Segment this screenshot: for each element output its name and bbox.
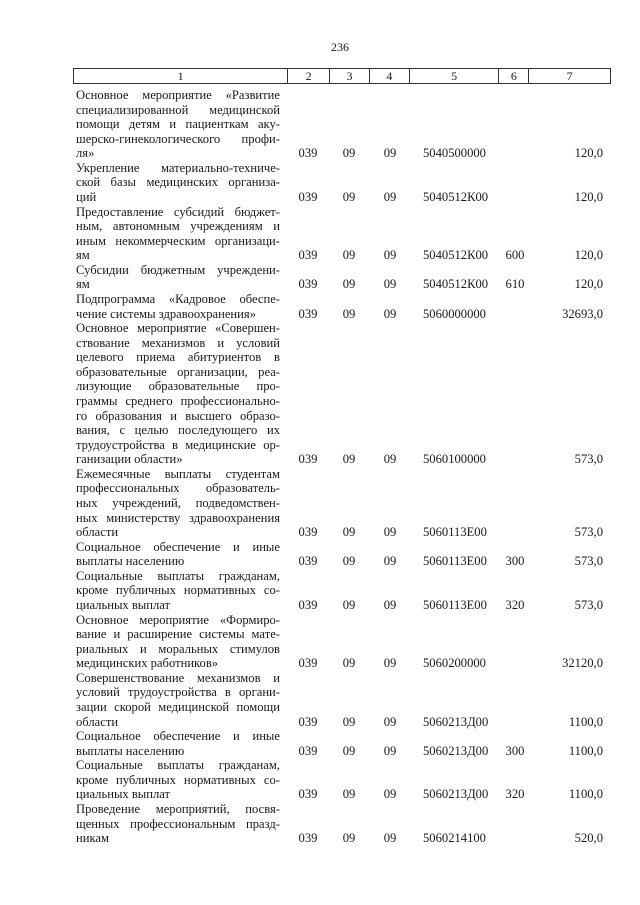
row-description-line: ствование механизмов и условий: [76, 335, 280, 350]
cell-col-5: 5040512К00: [423, 189, 489, 204]
row-description-line: зации скорой медицинской помощи: [76, 699, 280, 714]
row-description-line: никам: [76, 831, 109, 846]
cell-col-2: 039: [298, 277, 318, 292]
cell-col-4: 09: [383, 452, 397, 467]
row-description-line: Социальное обеспечение и иные: [76, 539, 280, 554]
cell-col-6: 320: [505, 787, 525, 802]
row-description-line: ных министерству здравоохранения: [76, 510, 280, 525]
page-number: 236: [331, 40, 349, 54]
header-col-6: 6: [499, 69, 529, 83]
row-description-line: щенных профессиональным празд-: [76, 816, 280, 831]
cell-col-4: 09: [383, 525, 397, 540]
header-col-5: 5: [410, 69, 500, 83]
row-description-line: выплаты населению: [76, 743, 185, 758]
cell-col-5: 5060213Д00: [423, 743, 489, 758]
row-description-line: циальных выплат: [76, 787, 171, 802]
row-description-line: Совершенствование механизмов и: [76, 670, 280, 685]
cell-col-5: 5060113Е00: [423, 525, 487, 540]
header-col-2: 2: [288, 69, 330, 83]
row-description-line: Субсидии бюджетным учреждени-: [76, 262, 280, 277]
cell-col-6: 300: [505, 554, 525, 569]
row-description-line: ям: [76, 248, 90, 263]
cell-col-4: 09: [383, 554, 397, 569]
cell-col-2: 039: [298, 597, 318, 612]
cell-col-4: 09: [383, 714, 397, 729]
cell-col-2: 039: [298, 452, 318, 467]
row-description-line: ций: [76, 189, 97, 204]
row-description-line: ской базы медицинских организа-: [76, 175, 280, 190]
cell-col-6: 320: [505, 597, 525, 612]
row-description-line: кроме публичных нормативных со-: [76, 772, 280, 787]
row-description-line: образовательные организации, реа-: [76, 364, 280, 379]
row-description-line: условий трудоустройства в органи-: [76, 685, 280, 700]
cell-col-7: 1100,0: [568, 714, 603, 729]
cell-col-3: 09: [342, 656, 356, 671]
row-description-line: Социальное обеспечение и иные: [76, 729, 280, 744]
row-description-line: Социальные выплаты гражданам,: [76, 758, 280, 773]
cell-col-7: 573,0: [574, 525, 603, 540]
header-col-3: 3: [330, 69, 370, 83]
cell-col-3: 09: [342, 597, 356, 612]
cell-col-7: 120,0: [574, 146, 603, 161]
header-col-7: 7: [566, 69, 573, 83]
cell-col-7: 520,0: [574, 831, 603, 846]
row-description-line: шерско-гинекологического профи-: [76, 131, 280, 146]
row-description-line: лизующие образовательные про-: [76, 379, 280, 394]
cell-col-3: 09: [342, 248, 356, 263]
cell-col-3: 09: [342, 277, 356, 292]
cell-col-3: 09: [342, 306, 356, 321]
cell-col-5: 5060213Д00: [423, 714, 489, 729]
row-description-line: вания, с целью последующего их: [76, 423, 280, 438]
cell-col-7: 120,0: [574, 189, 603, 204]
cell-col-2: 039: [298, 525, 318, 540]
row-description-line: помощи детям и пациенткам аку-: [76, 117, 280, 132]
cell-col-7: 573,0: [574, 452, 603, 467]
cell-col-5: 5060113Е00: [423, 597, 487, 612]
row-description-line: циальных выплат: [76, 597, 171, 612]
cell-col-2: 039: [298, 656, 318, 671]
cell-col-3: 09: [342, 554, 356, 569]
row-description-line: целевого приема абитуриентов в: [76, 350, 280, 365]
row-description-line: области: [76, 525, 119, 540]
cell-col-7: 1100,0: [568, 743, 603, 758]
row-description-line: трудоустройства в медицинские ор-: [76, 437, 280, 452]
row-description-line: граммы среднего профессионально-: [76, 393, 280, 408]
cell-col-2: 039: [298, 554, 318, 569]
cell-col-2: 039: [298, 714, 318, 729]
row-description-line: Основное мероприятие «Совершен-: [76, 321, 280, 336]
row-description-line: чение системы здравоохранения»: [76, 306, 256, 321]
row-description-line: Основное мероприятие «Развитие: [76, 88, 280, 102]
row-description-line: ным, автономным учреждениям и: [76, 219, 280, 234]
cell-col-5: 5040512К00: [423, 248, 489, 263]
cell-col-2: 039: [298, 743, 318, 758]
cell-col-6: [502, 190, 528, 205]
row-description-line: выплаты населению: [76, 554, 185, 569]
row-description-line: кроме публичных нормативных со-: [76, 583, 280, 598]
row-description-line: Укрепление материально-техниче-: [76, 160, 280, 175]
cell-col-3: 09: [342, 743, 356, 758]
cell-col-4: 09: [383, 277, 397, 292]
row-description-line: Социальные выплаты гражданам,: [76, 568, 280, 583]
cell-col-7: 32693,0: [562, 306, 603, 321]
cell-col-4: 09: [383, 743, 397, 758]
cell-col-5: 5060214100: [423, 831, 486, 846]
cell-col-7: 1100,0: [568, 787, 603, 802]
cell-col-3: 09: [342, 714, 356, 729]
row-description-line: Проведение мероприятий, посвя-: [76, 801, 280, 816]
row-description-line: специализированной медицинской: [76, 102, 280, 117]
cell-col-6: 610: [505, 277, 525, 292]
row-description-line: Подпрограмма «Кадровое обеспе-: [76, 291, 280, 306]
row-description-line: вание и расширение системы мате-: [76, 627, 280, 642]
cell-col-3: 09: [342, 189, 356, 204]
cell-col-2: 039: [298, 248, 318, 263]
cell-col-4: 09: [383, 597, 397, 612]
cell-col-5: 5060000000: [423, 306, 486, 321]
cell-col-2: 039: [298, 146, 318, 161]
row-description-line: медицинских работников»: [76, 656, 219, 671]
row-description-line: Ежемесячные выплаты студентам: [76, 466, 280, 481]
cell-col-4: 09: [383, 146, 397, 161]
cell-col-3: 09: [342, 787, 356, 802]
cell-col-6: [502, 307, 528, 322]
cell-col-6: [502, 146, 528, 161]
cell-col-5: 5040512К00: [423, 277, 489, 292]
row-description-line: Основное мероприятие «Формиро-: [76, 612, 280, 627]
cell-col-6: [502, 715, 528, 730]
cell-col-2: 039: [298, 787, 318, 802]
header-col-4: 4: [370, 69, 410, 83]
row-description-line: ных учреждений, подведомствен-: [76, 495, 280, 510]
cell-col-6: [502, 525, 528, 540]
cell-col-5: 5060100000: [423, 452, 486, 467]
row-description-line: ям: [76, 277, 90, 292]
cell-col-6: [502, 656, 528, 671]
cell-col-5: 5060113Е00: [423, 554, 487, 569]
table-header: [73, 68, 611, 84]
cell-col-6: [502, 831, 528, 846]
cell-col-7: 573,0: [574, 597, 603, 612]
cell-col-2: 039: [298, 831, 318, 846]
row-description-line: Предоставление субсидий бюджет-: [76, 204, 280, 219]
cell-col-7: 573,0: [574, 554, 603, 569]
cell-col-3: 09: [342, 146, 356, 161]
cell-col-7: 120,0: [574, 277, 603, 292]
cell-col-5: 5040500000: [423, 146, 486, 161]
cell-col-6: [502, 452, 528, 467]
row-description-line: иным некоммерческим организаци-: [76, 233, 280, 248]
cell-col-6: 600: [505, 248, 525, 263]
cell-col-4: 09: [383, 787, 397, 802]
row-description-line: профессиональных образователь-: [76, 481, 280, 496]
cell-col-3: 09: [342, 452, 356, 467]
row-description-line: риальных и моральных стимулов: [76, 641, 280, 656]
row-description-line: ганизации области»: [76, 452, 183, 467]
cell-col-5: 5060200000: [423, 656, 486, 671]
cell-col-2: 039: [298, 306, 318, 321]
cell-col-4: 09: [383, 248, 397, 263]
row-description-line: ля»: [76, 146, 95, 161]
cell-col-4: 09: [383, 656, 397, 671]
header-col-1: 1: [74, 69, 288, 83]
cell-col-3: 09: [342, 525, 356, 540]
cell-col-4: 09: [383, 306, 397, 321]
cell-col-5: 5060213Д00: [423, 787, 489, 802]
row-description-line: области: [76, 714, 119, 729]
cell-col-4: 09: [383, 189, 397, 204]
cell-col-2: 039: [298, 189, 318, 204]
row-description-line: го образования и высшего образо-: [76, 408, 280, 423]
cell-col-3: 09: [342, 831, 356, 846]
cell-col-7: 32120,0: [562, 656, 603, 671]
cell-col-7: 120,0: [574, 248, 603, 263]
cell-col-4: 09: [383, 831, 397, 846]
cell-col-6: 300: [505, 743, 525, 758]
